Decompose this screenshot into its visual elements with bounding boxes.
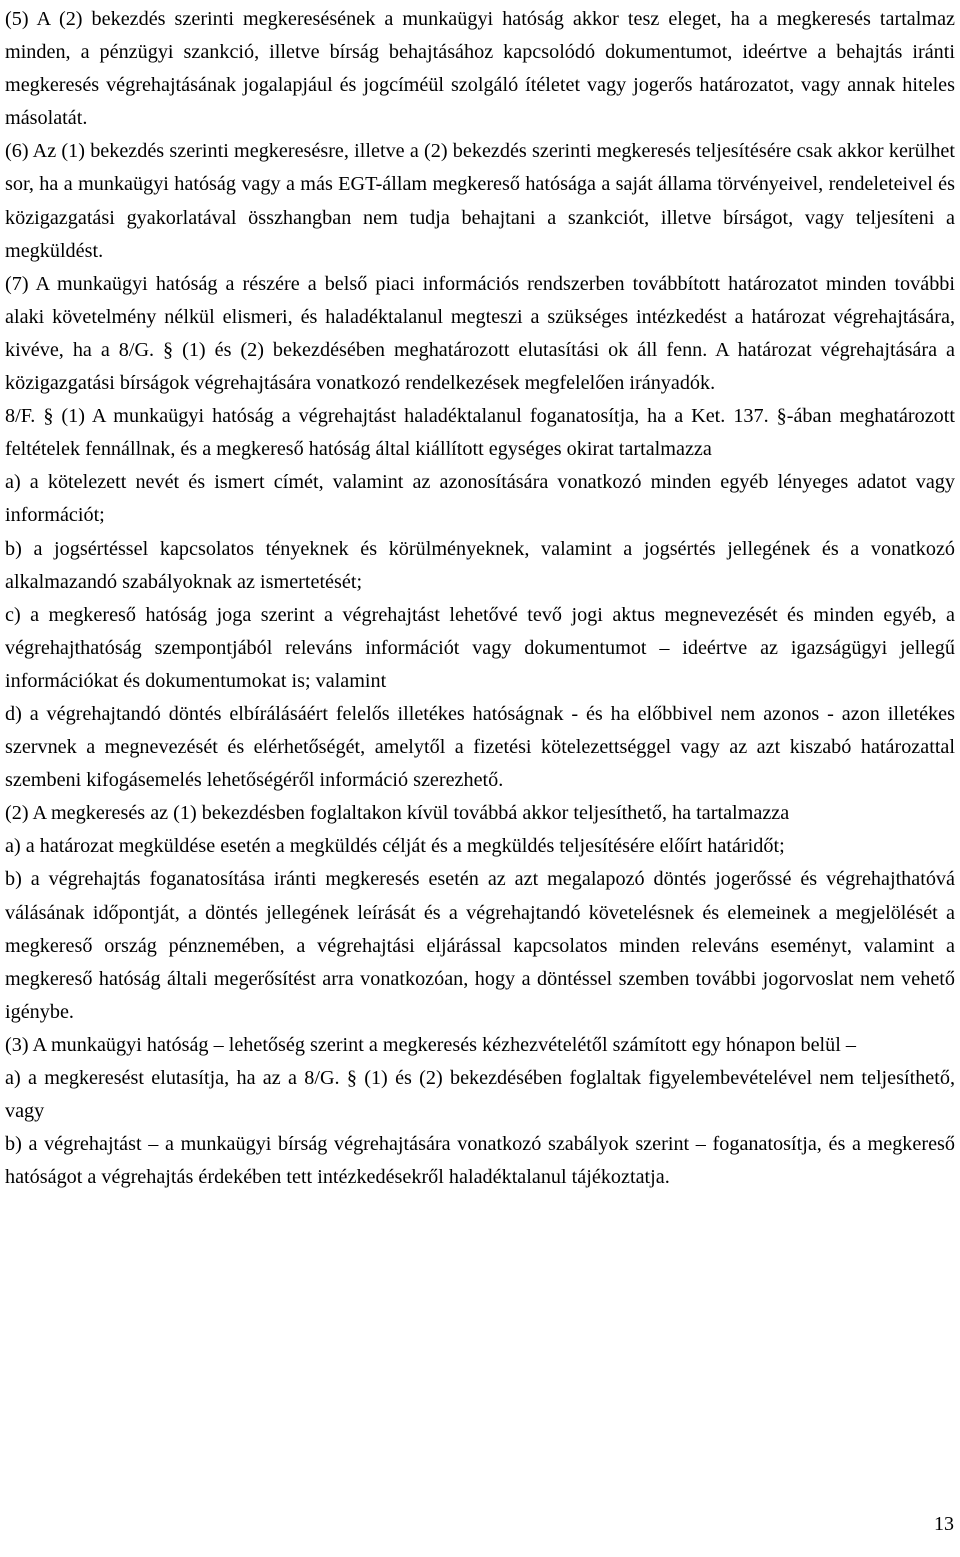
- page-number: 13: [934, 1513, 954, 1535]
- list-item-a-2: a) a határozat megküldése esetén a megküldés célját és a megküldés teljesítésére előírt határidőt;: [5, 835, 785, 858]
- section-8f-paragraph-3: (3) A munkaügyi hatóság – lehetőség szerint a megkeresés kézhezvételétől számított egy hónapon belül –: [5, 1033, 856, 1056]
- list-item-b: b) a jogsértéssel kapcsolatos tényeknek és körülményeknek, valamint a jogsértés jellegének és a vonatkozó alkalmazandó szabályoknak az ismertetését;: [5, 537, 955, 593]
- list-item-a-3: a) a megkeresést elutasítja, ha az a 8/G. § (1) és (2) bekezdésében foglaltak figyelembevételével nem teljesíthető, vagy: [5, 1067, 955, 1123]
- list-item-b-2: b) a végrehajtás foganatosítása iránti megkeresés esetén az azt megalapozó döntés jogerőssé és végrehajthatóvá válásának időpontját, a döntés jellegének leírását és a végrehajtandó követelésnek és elemeinek a megjelölését a megkereső ország pénznemében, a végrehajtási eljárással kapcsolatos minden releváns eseményt, valamint a megkereső hatóság általi megerősítést arra vonatkozóan, hogy a döntéssel szemben további jogorvoslat nem vehető igénybe.: [5, 868, 955, 1023]
- list-item-d: d) a végrehajtandó döntés elbírálásáért felelős illetékes hatóságnak - és ha előbbivel nem azonos - azon illetékes szervnek a megnevezését és elérhetőségét, amelytől a fizetési kötelezettséggel vagy az azt kiszabó határozattal szembeni kifogásemelés lehetőségéről információ szerezhető.: [5, 702, 955, 792]
- section-8f-paragraph-1: 8/F. § (1) A munkaügyi hatóság a végrehajtást haladéktalanul foganatosítja, ha a Ket. 137. §-ában meghatározott feltételek fennállnak, és a megkereső hatóság által kiállított egységes okirat tartalmazza: [5, 405, 955, 461]
- document-body: [5, 3, 955, 1194]
- paragraph-5: (5) A (2) bekezdés szerinti megkeresésének a munkaügyi hatóság akkor tesz eleget, ha a megkeresés tartalmaz minden, a pénzügyi szankció, illetve bírság behajtásához kapcsolódó dokumentumot, ideértve a behajtás iránti megkeresés végrehajtásának jogalapjául és jogcíméül szolgáló ítéletet vagy jogerős határozatot, vagy annak hiteles másolatát.: [5, 8, 955, 130]
- list-item-c: c) a megkereső hatóság joga szerint a végrehajtást lehetővé tevő jogi aktus megnevezését és minden egyéb, a végrehajthatóság szempontjából releváns információt vagy dokumentumot – ideértve az igazságügyi jellegű információkat és dokumentumokat is; valamint: [5, 603, 955, 692]
- list-item-b-3: b) a végrehajtást – a munkaügyi bírság végrehajtására vonatkozó szabályok szerint – foganatosítja, és a megkereső hatóságot a végrehajtás érdekében tett intézkedésekről haladéktalanul tájékoztatja.: [5, 1133, 955, 1189]
- paragraph-6: (6) Az (1) bekezdés szerinti megkeresésre, illetve a (2) bekezdés szerinti megkeresés teljesítésére csak akkor kerülhet sor, ha a munkaügyi hatóság vagy a más EGT-állam megkereső hatósága a saját állama törvényeivel, rendeleteivel és közigazgatási gyakorlatával összhangban nem tudja behajtani a szankciót, illetve bírságot, vagy teljesíteni a megküldést.: [5, 140, 955, 262]
- list-item-a: a) a kötelezett nevét és ismert címét, valamint az azonosítására vonatkozó minden egyéb lényeges adatot vagy információt;: [5, 471, 955, 527]
- paragraph-7: (7) A munkaügyi hatóság a részére a belső piaci információs rendszerben továbbított határozatot minden további alaki követelmény nélkül elismeri, és haladéktalanul megteszi a szükséges intézkedést a határozat végrehajtására, kivéve, ha a 8/G. § (1) és (2) bekezdésében meghatározott elutasítási ok áll fenn. A határozat végrehajtására a közigazgatási bírságok végrehajtására vonatkozó rendelkezések megfelelően irányadók.: [5, 272, 955, 395]
- section-8f-paragraph-2: (2) A megkeresés az (1) bekezdésben foglaltakon kívül továbbá akkor teljesíthető, ha tartalmazza: [5, 802, 790, 825]
